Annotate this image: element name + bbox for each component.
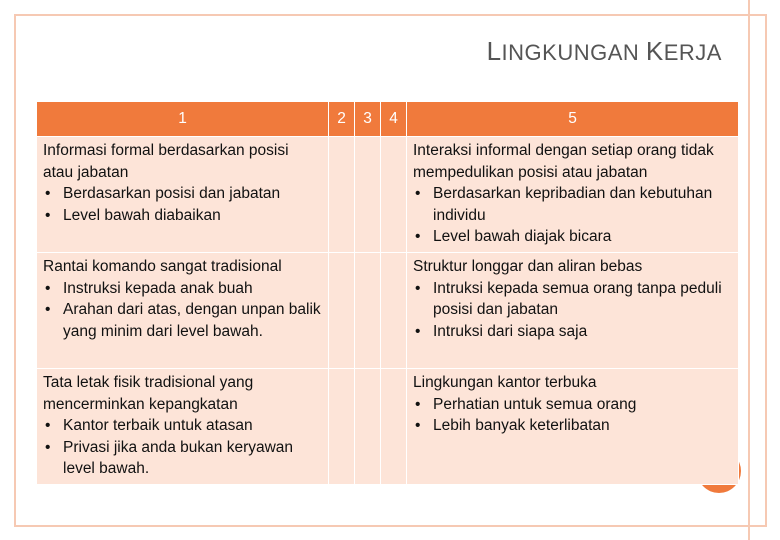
empty-cell — [329, 369, 355, 485]
bullet-item: • Level bawah diajak bicara — [413, 226, 732, 248]
empty-cell — [329, 137, 355, 253]
row-left-cell — [37, 369, 329, 485]
header-col-3: 3 — [355, 102, 381, 137]
bullet-item: • Berdasarkan posisi dan jabatan — [43, 183, 322, 205]
empty-cell — [355, 137, 381, 253]
bullet-item: • Privasi jika anda bukan keryawan level bawah. — [43, 437, 322, 480]
row-right-cell — [407, 137, 739, 253]
empty-cell — [329, 253, 355, 369]
cell-text: Interaksi informal dengan setiap orang tidak mempedulikan posisi atau jabatan — [413, 142, 714, 181]
empty-cell — [355, 253, 381, 369]
bullet-item: • Level bawah diabaikan — [43, 205, 322, 227]
cell-text: Struktur longgar dan aliran bebas — [413, 258, 643, 275]
page-title: LINGKUNGAN KERJA — [486, 36, 722, 66]
header-col-5: 5 — [407, 102, 739, 137]
bullet-item: • Berdasarkan kepribadian dan kebutuhan individu — [413, 183, 732, 226]
bullet-item: • Lebih banyak keterlibatan — [413, 415, 732, 437]
cell-text: Lingkungan kantor terbuka — [413, 374, 597, 391]
bullet-item: • Intruksi kepada semua orang tanpa peduli posisi dan jabatan — [413, 278, 732, 321]
row-left-cell — [37, 137, 329, 253]
cell-text: Informasi formal berdasarkan posisi atau jabatan — [43, 142, 289, 181]
empty-cell — [381, 253, 407, 369]
bullet-item: • Instruksi kepada anak buah — [43, 278, 322, 300]
bullet-item: • Perhatian untuk semua orang — [413, 394, 732, 416]
row-left-cell — [37, 253, 329, 369]
empty-cell — [381, 369, 407, 485]
cell-text: Rantai komando sangat tradisional — [43, 258, 282, 275]
bullet-item: • Intruksi dari siapa saja — [413, 321, 732, 343]
header-col-1: 1 — [37, 102, 329, 137]
empty-cell — [381, 137, 407, 253]
header-col-2: 2 — [329, 102, 355, 137]
decorative-vertical-line — [748, 0, 750, 540]
table-header-row — [37, 102, 739, 137]
bullet-item: • Arahan dari atas, dengan unpan balik yang minim dari level bawah. — [43, 299, 322, 342]
comparison-table — [36, 101, 739, 485]
table-row — [37, 369, 739, 485]
empty-cell — [355, 369, 381, 485]
table-row — [37, 137, 739, 253]
row-right-cell — [407, 369, 739, 485]
cell-text: Tata letak fisik tradisional yang mencerminkan kepangkatan — [43, 374, 254, 413]
bullet-item: • Kantor terbaik untuk atasan — [43, 415, 322, 437]
row-right-cell — [407, 253, 739, 369]
table-row — [37, 253, 739, 369]
header-col-4: 4 — [381, 102, 407, 137]
